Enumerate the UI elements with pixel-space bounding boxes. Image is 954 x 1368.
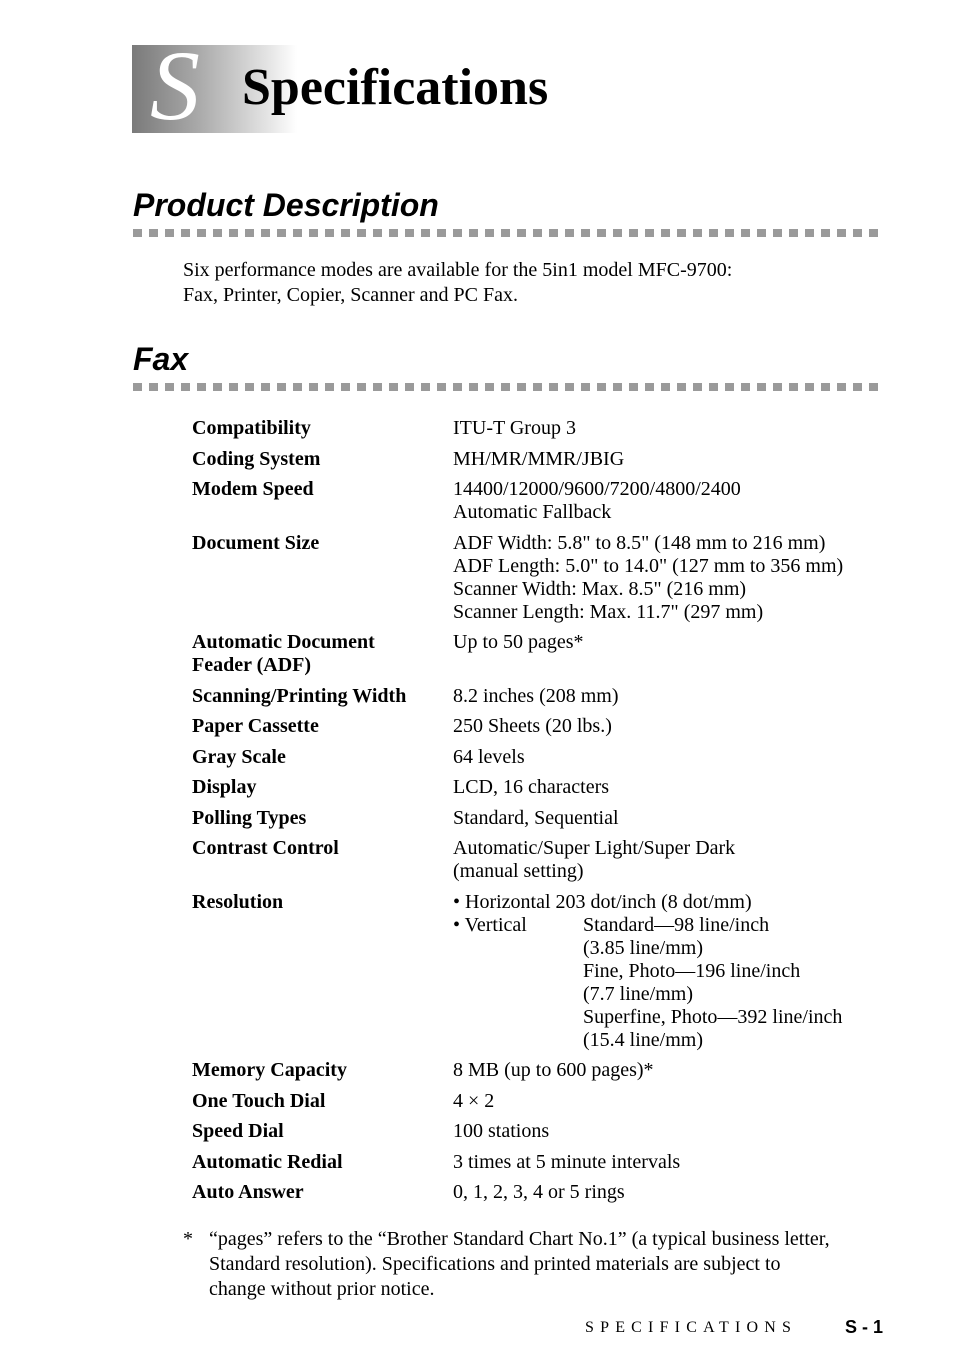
resolution-horizontal: • Horizontal 203 dot/inch (8 dot/mm) (453, 890, 752, 913)
spec-label: Coding System (192, 447, 321, 470)
spec-value (453, 891, 892, 1052)
spec-value (453, 715, 892, 738)
section-divider (133, 229, 885, 237)
section-divider (133, 383, 885, 391)
spec-value (453, 532, 892, 624)
product-description-heading: Product Description (133, 187, 439, 223)
footnote-marker: * (183, 1228, 193, 1250)
spec-value (453, 1120, 892, 1143)
value-line: Fine, Photo—196 line/inch (583, 959, 801, 982)
spec-row-auto-answer (192, 1181, 892, 1204)
fax-spec-table (192, 417, 892, 1212)
value-line: Automatic/Super Light/Super Dark (453, 837, 736, 859)
spec-label: Document Size (192, 531, 320, 554)
value-line: 0, 1, 2, 3, 4 or 5 rings (453, 1181, 625, 1203)
spec-value (453, 448, 892, 471)
intro-line: Fax, Printer, Copier, Scanner and PC Fax. (183, 284, 519, 306)
spec-label: Speed Dial (192, 1120, 284, 1142)
resolution-vertical (453, 914, 892, 937)
spec-value (453, 685, 892, 708)
value-line: Scanner Length: Max. 11.7" (297 mm) (453, 600, 764, 623)
spec-row-contrast-control (192, 837, 892, 883)
page-number: S - 1 (845, 1317, 884, 1337)
spec-value (453, 417, 892, 440)
label-line: Feader (ADF) (192, 654, 312, 676)
value-line: Standard, Sequential (453, 806, 619, 829)
spec-row-polling-types (192, 807, 892, 830)
spec-label: Paper Cassette (192, 715, 319, 737)
spec-value (453, 776, 892, 799)
footnote-line: “pages” refers to the “Brother Standard Chart No.1” (a typical business letter, (209, 1228, 830, 1250)
spec-row-gray-scale (192, 746, 892, 769)
spec-row-paper-cassette (192, 715, 892, 738)
spec-row-resolution (192, 891, 892, 1052)
footnote (183, 1227, 893, 1302)
spec-row-memory-capacity (192, 1059, 892, 1082)
value-line: 14400/12000/9600/7200/4800/2400 (453, 478, 741, 500)
spec-label: Auto Answer (192, 1181, 304, 1203)
spec-value (453, 1151, 892, 1174)
value-line: (3.85 line/mm) (583, 936, 703, 959)
spec-label: Gray Scale (192, 745, 286, 768)
spec-value (453, 478, 892, 524)
spec-row-compatibility (192, 417, 892, 440)
vertical-label: • Vertical (453, 913, 527, 936)
value-line: ADF Width: 5.8" to 8.5" (148 mm to 216 mm) (453, 531, 826, 554)
chapter-title: Specifications (242, 59, 549, 116)
footnote-line: Standard resolution). Specifications and printed materials are subject to (209, 1253, 781, 1275)
value-line: Scanner Width: Max. 8.5" (216 mm) (453, 577, 747, 600)
spec-row-modem-speed (192, 478, 892, 524)
fax-heading: Fax (133, 341, 189, 377)
intro-line: Six performance modes are available for the 5in1 model MFC-9700: (183, 259, 733, 281)
spec-row-scanning-width (192, 685, 892, 708)
spec-label: Polling Types (192, 806, 307, 829)
spec-label: Contrast Control (192, 837, 339, 859)
value-line: (7.7 line/mm) (583, 982, 693, 1005)
value-line: ADF Length: 5.0" to 14.0" (127 mm to 356 mm) (453, 554, 844, 577)
value-line: Superfine, Photo—392 line/inch (583, 1005, 843, 1028)
value-line: 4 × 2 (453, 1089, 495, 1112)
spec-value (453, 837, 892, 883)
value-line: (15.4 line/mm) (583, 1028, 703, 1051)
spec-label: Scanning/Printing Width (192, 684, 407, 707)
spec-value (453, 1059, 892, 1082)
value-line: (manual setting) (453, 860, 584, 882)
spec-row-automatic-redial (192, 1151, 892, 1174)
spec-value (453, 631, 892, 677)
value-line: Standard—98 line/inch (583, 913, 770, 936)
product-description-text (183, 258, 883, 308)
value-line: Automatic Fallback (453, 501, 612, 523)
value-line: 250 Sheets (20 lbs.) (453, 715, 612, 737)
footnote-text (209, 1227, 893, 1302)
spec-row-adf (192, 631, 892, 677)
value-line: Up to 50 pages* (453, 631, 584, 653)
spec-value (453, 746, 892, 769)
spec-label (192, 631, 453, 677)
value-line: MH/MR/MMR/JBIG (453, 447, 625, 470)
chapter-letter: S (150, 30, 200, 141)
value-line: 8 MB (up to 600 pages)* (453, 1059, 654, 1081)
spec-row-coding-system (192, 448, 892, 471)
spec-row-one-touch-dial (192, 1090, 892, 1113)
spec-value (453, 807, 892, 830)
spec-label: Resolution (192, 890, 284, 913)
spec-row-speed-dial (192, 1120, 892, 1143)
spec-label: Automatic Redial (192, 1150, 343, 1173)
value-line: 64 levels (453, 745, 525, 768)
value-line: ITU-T Group 3 (453, 417, 576, 439)
spec-row-document-size (192, 532, 892, 624)
value-line: 3 times at 5 minute intervals (453, 1150, 681, 1173)
spec-label: Memory Capacity (192, 1059, 347, 1081)
spec-label: One Touch Dial (192, 1089, 326, 1112)
footer-section-label: SPECIFICATIONS (585, 1319, 798, 1336)
spec-value (453, 1181, 892, 1204)
footnote-line: change without prior notice. (209, 1278, 435, 1300)
value-line: 8.2 inches (208 mm) (453, 684, 619, 707)
spec-label: Modem Speed (192, 478, 314, 500)
spec-label: Compatibility (192, 417, 311, 439)
spec-row-display (192, 776, 892, 799)
value-line: 100 stations (453, 1120, 550, 1142)
spec-value (453, 1090, 892, 1113)
label-line: Automatic Document (192, 631, 375, 653)
spec-label: Display (192, 776, 257, 798)
value-line: LCD, 16 characters (453, 776, 610, 798)
